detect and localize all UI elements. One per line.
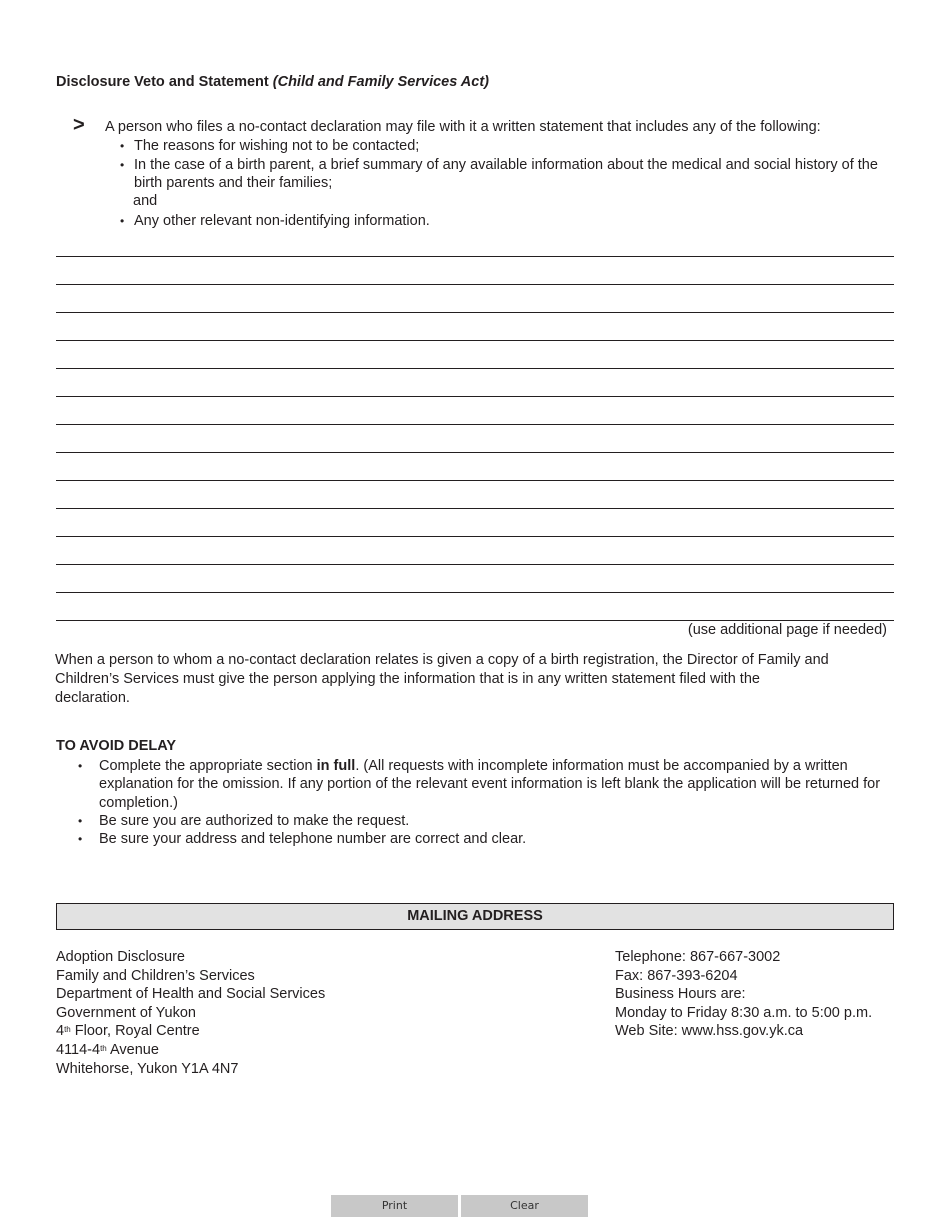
statement-options-list-last xyxy=(120,212,910,231)
bullet-icon: • xyxy=(78,759,83,773)
statement-line[interactable] xyxy=(56,284,894,285)
statement-line[interactable] xyxy=(56,312,894,313)
section-title-main: Disclosure Veto and Statement xyxy=(56,74,273,90)
and-text: and xyxy=(133,193,158,209)
list-item: • Be sure your address and telephone number are correct and clear. xyxy=(78,831,527,848)
bullet-icon: • xyxy=(78,832,83,847)
statement-options-list xyxy=(120,137,910,193)
fax: Fax: 867-393-6204 xyxy=(615,967,738,984)
mailing-address-block xyxy=(56,948,325,1078)
list-item: • In the case of a birth parent, a brief summary of any available information about the medical and social history of the birth parents and their families; xyxy=(120,156,878,191)
statement-line[interactable] xyxy=(56,620,894,621)
section-title-act: (Child and Family Services Act) xyxy=(272,74,489,90)
business-hours-label: Business Hours are: xyxy=(615,986,746,1003)
address-line: 4th Floor, Royal Centre xyxy=(56,1023,200,1040)
list-item: • Be sure you are authorized to make the request. xyxy=(78,812,410,829)
address-line: Adoption Disclosure xyxy=(56,949,185,965)
address-line: Government of Yukon xyxy=(56,1004,196,1021)
statement-line[interactable] xyxy=(56,340,894,341)
bullet-icon: • xyxy=(120,157,125,172)
statement-line[interactable] xyxy=(56,480,894,481)
section-title xyxy=(56,74,489,90)
clear-button[interactable]: Clear xyxy=(461,1195,588,1217)
avoid-delay-heading: TO AVOID DELAY xyxy=(56,738,177,754)
avoid-delay-list xyxy=(78,757,893,848)
bullet-icon: • xyxy=(120,214,125,228)
list-item: • Complete the appropriate section in full. (All requests with incomplete information must be accompanied by a written explanation for the omission. If any portion of the relevant event information is left blank the application will be returned for completion.) xyxy=(78,758,881,811)
arrow-icon: > xyxy=(73,114,85,136)
website: Web Site: www.hss.gov.yk.ca xyxy=(615,1023,804,1040)
statement-writing-area[interactable] xyxy=(56,256,894,648)
telephone: Telephone: 867-667-3002 xyxy=(615,949,781,965)
statement-line[interactable] xyxy=(56,536,894,537)
address-line: Whitehorse, Yukon Y1A 4N7 xyxy=(56,1060,239,1077)
intro-text: A person who files a no-contact declaration may file with it a written statement that includes any of the following: xyxy=(105,119,821,135)
contact-info-block xyxy=(615,948,872,1041)
statement-line[interactable] xyxy=(56,256,894,257)
statement-line[interactable] xyxy=(56,508,894,509)
director-paragraph: When a person to whom a no-contact declaration relates is given a copy of a birth registration, the Director of Family and Children’s Services must give the person applying the information that is in any written statement filed with the declaration. xyxy=(55,652,829,706)
address-line: Family and Children’s Services xyxy=(56,967,255,984)
print-button[interactable]: Print xyxy=(331,1195,458,1217)
bullet-icon: • xyxy=(78,813,83,828)
statement-line[interactable] xyxy=(56,452,894,453)
statement-line[interactable] xyxy=(56,424,894,425)
business-hours: Monday to Friday 8:30 a.m. to 5:00 p.m. xyxy=(615,1004,873,1021)
statement-line[interactable] xyxy=(56,368,894,369)
statement-line[interactable] xyxy=(56,592,894,593)
statement-line[interactable] xyxy=(56,564,894,565)
statement-line[interactable] xyxy=(56,396,894,397)
additional-page-note: (use additional page if needed) xyxy=(687,622,887,638)
address-line: 4114-4th Avenue xyxy=(56,1041,159,1058)
bullet-icon: • xyxy=(120,139,125,153)
mailing-address-heading: MAILING ADDRESS xyxy=(56,903,894,930)
list-item: • Any other relevant non-identifying information. xyxy=(120,213,430,229)
address-line: Department of Health and Social Services xyxy=(56,986,326,1003)
list-item: • The reasons for wishing not to be contacted; xyxy=(120,138,420,154)
